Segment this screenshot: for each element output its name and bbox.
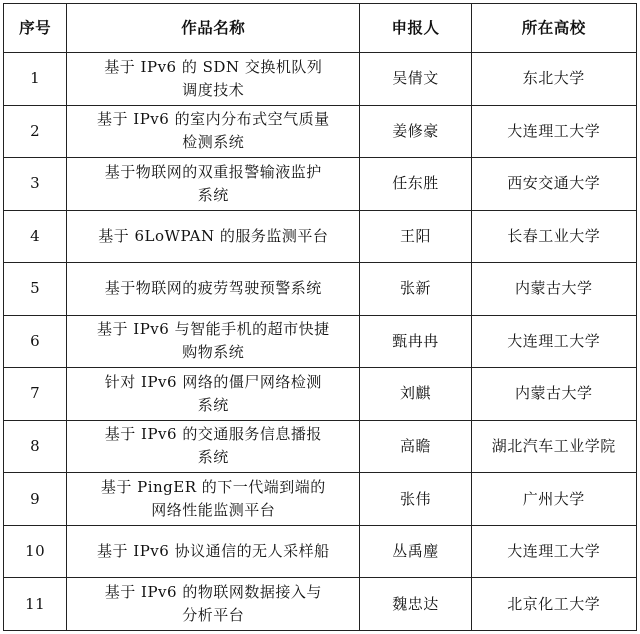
header-school: 所在高校: [471, 4, 636, 53]
cell-school: 湖北汽车工业学院: [471, 420, 636, 473]
title-line: 基于物联网的双重报警输液监护: [104, 162, 322, 181]
table-row: [4, 158, 637, 211]
cell-no: 2: [4, 105, 67, 158]
cell-no: 11: [4, 578, 67, 631]
cell-applicant: 张新: [360, 263, 471, 316]
title-line: 系统: [197, 448, 229, 467]
cell-no: 5: [4, 263, 67, 316]
cell-school: 长春工业大学: [471, 210, 636, 263]
cell-title: [67, 473, 360, 526]
cell-title: [67, 578, 360, 631]
cell-school: 东北大学: [471, 53, 636, 106]
header-applicant: 申报人: [360, 4, 471, 53]
cell-no: 6: [4, 315, 67, 368]
table-body: [4, 53, 637, 631]
cell-applicant: 姜修豪: [360, 105, 471, 158]
header-row: [4, 4, 637, 53]
cell-title: [67, 315, 360, 368]
cell-no: 3: [4, 158, 67, 211]
title-line: 基于 IPv6 的室内分布式空气质量: [97, 110, 330, 129]
cell-applicant: 甄冉冉: [360, 315, 471, 368]
cell-applicant: 高瞻: [360, 420, 471, 473]
header-no: 序号: [4, 4, 67, 53]
cell-applicant: 丛禹麈: [360, 525, 471, 578]
cell-school: 北京化工大学: [471, 578, 636, 631]
cell-school: 大连理工大学: [471, 525, 636, 578]
title-line: 调度技术: [182, 80, 245, 99]
cell-title: [67, 368, 360, 421]
cell-school: 大连理工大学: [471, 105, 636, 158]
table-row: [4, 105, 637, 158]
title-line: 系统: [197, 395, 229, 414]
cell-school: 西安交通大学: [471, 158, 636, 211]
cell-title: [67, 525, 360, 578]
cell-title: [67, 53, 360, 106]
cell-no: 10: [4, 525, 67, 578]
cell-title: [67, 105, 360, 158]
table-row: [4, 368, 637, 421]
table-row: [4, 53, 637, 106]
cell-applicant: 张伟: [360, 473, 471, 526]
cell-school: 内蒙古大学: [471, 263, 636, 316]
title-line: 基于 IPv6 与智能手机的超市快捷: [97, 320, 330, 339]
cell-applicant: 魏忠达: [360, 578, 471, 631]
title-line: 基于 6LoWPAN 的服务监测平台: [98, 226, 329, 245]
projects-table: [3, 3, 637, 631]
table-row: [4, 525, 637, 578]
cell-title: [67, 420, 360, 473]
cell-no: 9: [4, 473, 67, 526]
cell-school: 内蒙古大学: [471, 368, 636, 421]
title-line: 分析平台: [182, 606, 245, 625]
cell-applicant: 吴倩文: [360, 53, 471, 106]
table-row: [4, 473, 637, 526]
cell-title: [67, 210, 360, 263]
cell-no: 1: [4, 53, 67, 106]
cell-title: [67, 158, 360, 211]
cell-no: 7: [4, 368, 67, 421]
title-line: 基于 IPv6 协议通信的无人采样船: [97, 542, 330, 561]
cell-title: [67, 263, 360, 316]
table-row: [4, 263, 637, 316]
title-line: 基于 IPv6 的物联网数据接入与: [104, 583, 322, 602]
title-line: 基于物联网的疲劳驾驶预警系统: [104, 279, 322, 298]
table-row: [4, 420, 637, 473]
cell-applicant: 王阳: [360, 210, 471, 263]
title-line: 系统: [197, 185, 229, 204]
table-row: [4, 210, 637, 263]
cell-school: 广州大学: [471, 473, 636, 526]
title-line: 基于 IPv6 的 SDN 交换机队列: [104, 57, 323, 76]
title-line: 购物系统: [182, 343, 245, 362]
table-row: [4, 315, 637, 368]
cell-no: 4: [4, 210, 67, 263]
title-line: 检测系统: [182, 133, 245, 152]
title-line: 针对 IPv6 网络的僵尸网络检测: [104, 372, 322, 391]
cell-applicant: 刘麒: [360, 368, 471, 421]
title-line: 网络性能监测平台: [151, 501, 276, 520]
table-row: [4, 578, 637, 631]
cell-school: 大连理工大学: [471, 315, 636, 368]
cell-no: 8: [4, 420, 67, 473]
title-line: 基于 PingER 的下一代端到端的: [100, 478, 326, 497]
header-title: 作品名称: [67, 4, 360, 53]
title-line: 基于 IPv6 的交通服务信息播报: [104, 425, 322, 444]
cell-applicant: 任东胜: [360, 158, 471, 211]
